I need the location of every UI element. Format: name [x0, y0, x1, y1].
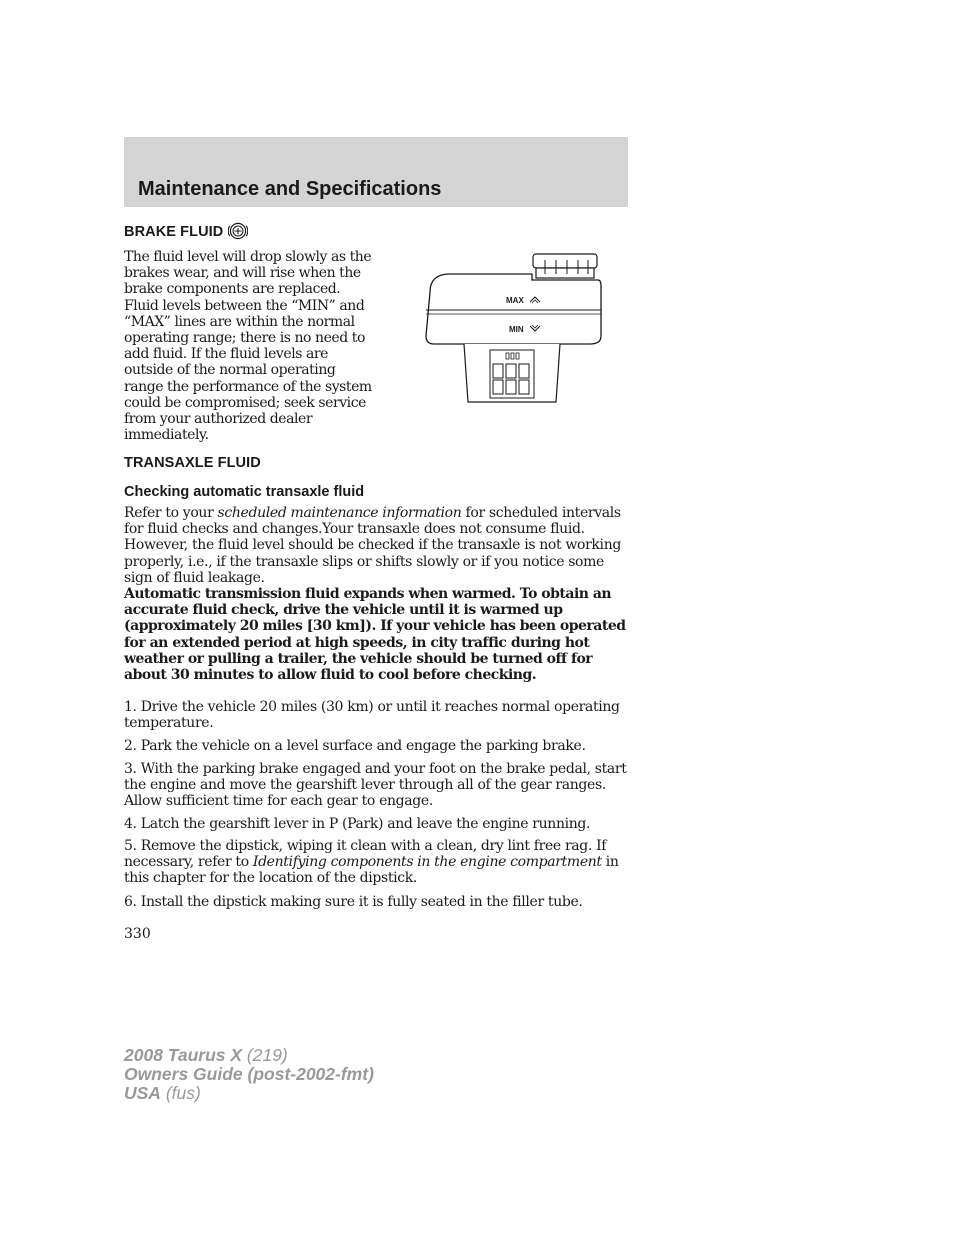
footer-guide: Owners Guide (post-2002-fmt)	[124, 1064, 374, 1084]
scheduled-maintenance-reference: scheduled maintenance information	[217, 505, 462, 521]
step-5-before: 5. Remove the dipstick, wiping it clean with a clean, dry lint free rag. If necessary, refer to	[124, 838, 607, 871]
document-footer	[124, 1046, 374, 1103]
page-number: 330	[124, 926, 151, 942]
brake-fluid-warning-icon	[228, 222, 248, 244]
intro-text-before: Refer to your	[124, 505, 218, 521]
brake-fluid-heading	[124, 222, 248, 244]
footer-market-code: (fus)	[160, 1083, 201, 1103]
section-title: Maintenance and Specifications	[138, 178, 442, 200]
step-2: 2. Park the vehicle on a level surface and engage the parking brake.	[124, 738, 586, 754]
footer-market: USA	[124, 1083, 161, 1103]
transaxle-intro-paragraph	[124, 505, 630, 586]
step-4: 4. Latch the gearshift lever in P (Park) and leave the engine running.	[124, 816, 591, 832]
footer-model-code: (219)	[242, 1045, 288, 1065]
brake-fluid-heading-text: BRAKE FLUID	[124, 224, 224, 240]
step-3: 3. With the parking brake engaged and your foot on the brake pedal, start the engine and move the gearshift lever through all of the gear ranges. Allow sufficient time for each gear to engage.	[124, 761, 627, 810]
step-6: 6. Install the dipstick making sure it is fully seated in the filler tube.	[124, 894, 583, 910]
engine-compartment-reference: Identifying components in the engine compartment	[252, 854, 602, 871]
intro-text-after: for scheduled intervals for fluid checks and changes.Your transaxle does not consume fluid. However, the fluid level should be checked if the transaxle is not working properly, i.e., if the transaxle slips or shifts slowly or if you notice some sign of fluid leakage.	[124, 505, 621, 586]
brake-fluid-paragraph: The fluid level will drop slowly as the brakes wear, and will rise when the brake components are replaced. Fluid levels between the “MIN” and “MAX” lines are within the normal operating range; there is no need to add fluid. If the fluid levels are outside of the normal operating range the performance of the system could be compromised; seek service from your authorized dealer immediately.	[124, 249, 372, 444]
min-label: MIN	[509, 325, 524, 334]
transmission-warning-paragraph: Automatic transmission fluid expands when warmed. To obtain an accurate fluid check, drive the vehicle until it is warmed up (approximately 20 miles [30 km]). If your vehicle has been operated for an extended period at high speeds, in city traffic during hot weather or pulling a trailer, the vehicle should be turned off for about 30 minutes to allow fluid to cool before checking.	[124, 586, 626, 684]
section-header-band	[124, 137, 628, 207]
step-5	[124, 838, 630, 887]
brake-fluid-reservoir-illustration	[420, 252, 605, 411]
footer-model: 2008 Taurus X	[124, 1045, 243, 1065]
max-label: MAX	[506, 296, 524, 305]
checking-transaxle-subheading: Checking automatic transaxle fluid	[124, 484, 365, 500]
transaxle-fluid-heading: TRANSAXLE FLUID	[124, 455, 261, 471]
step-5-after: in this chapter for the location of the dipstick.	[124, 854, 619, 887]
step-1: 1. Drive the vehicle 20 miles (30 km) or until it reaches normal operating temperature.	[124, 699, 620, 732]
